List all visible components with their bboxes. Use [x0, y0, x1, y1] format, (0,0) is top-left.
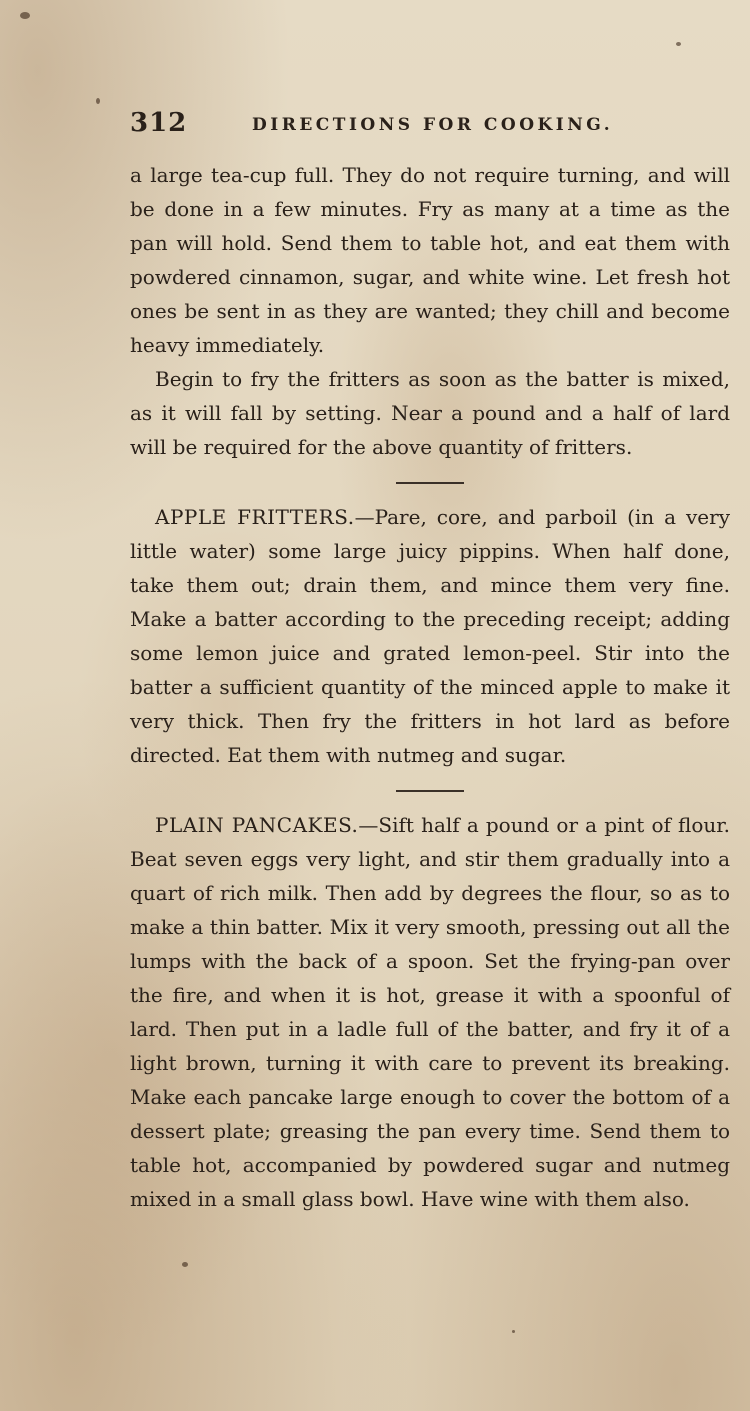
- recipe-title: APPLE FRITTERS.: [155, 505, 355, 529]
- paper-speck: [96, 98, 100, 104]
- section-divider: [396, 790, 464, 792]
- paper-speck: [182, 1262, 188, 1267]
- recipe-plain-pancakes: [130, 808, 730, 1216]
- recipe-text: —Pare, core, and parboil (in a very little water) some large juicy pippins. When half done, take them out; drain them, and mince them very fine. Make a batter according to the preceding receipt; adding some lemon juice and grated lemon-peel. Stir into the batter a sufficient quantity of the minced apple to make it very thick. Then fry the fritters in hot lard as before directed. Eat them with nutmeg and sugar.: [130, 505, 730, 767]
- continued-paragraph: a large tea-cup full. They do not require turning, and will be done in a few minutes. Fry as many at a time as the pan will hold. Send them to table hot, and eat them with powdered cinnamon, sugar, and white wine. Let fresh hot ones be sent in as they are wanted; they chill and become heavy immediately.: [130, 163, 730, 357]
- page-number: 312: [130, 108, 188, 138]
- page-body: [130, 158, 730, 1216]
- section-divider: [396, 482, 464, 484]
- recipe-title: PLAIN PANCAKES.: [155, 813, 359, 837]
- paper-speck: [512, 1330, 515, 1333]
- paper-speck: [676, 42, 681, 46]
- recipe-text: —Sift half a pound or a pint of flour. Beat seven eggs very light, and stir them gradually into a quart of rich milk. Then add by degrees the flour, so as to make a thin batter. Mix it very smooth, pressing out all the lumps with the back of a spoon. Set the frying-pan over the fire, and when it is hot, grease it with a spoonful of lard. Then put in a ladle full of the batter, and fry it of a light brown, turning it with care to prevent its breaking. Make each pancake large enough to cover the bottom of a dessert plate; greasing the pan every time. Send them to table hot, accompanied by powdered sugar and nutmeg mixed in a small glass bowl. Have wine with them also.: [130, 813, 731, 1211]
- recipe-apple-fritters: [130, 500, 730, 772]
- running-head: DIRECTIONS FOR COOKING.: [252, 115, 614, 135]
- page-header: [130, 108, 730, 142]
- paragraph-fritters-note: Begin to fry the fritters as soon as the batter is mixed, as it will fall by setting. Near a pound and a half of lard will be required for the above quantity of fritters.: [130, 367, 730, 459]
- paper-speck: [20, 12, 30, 19]
